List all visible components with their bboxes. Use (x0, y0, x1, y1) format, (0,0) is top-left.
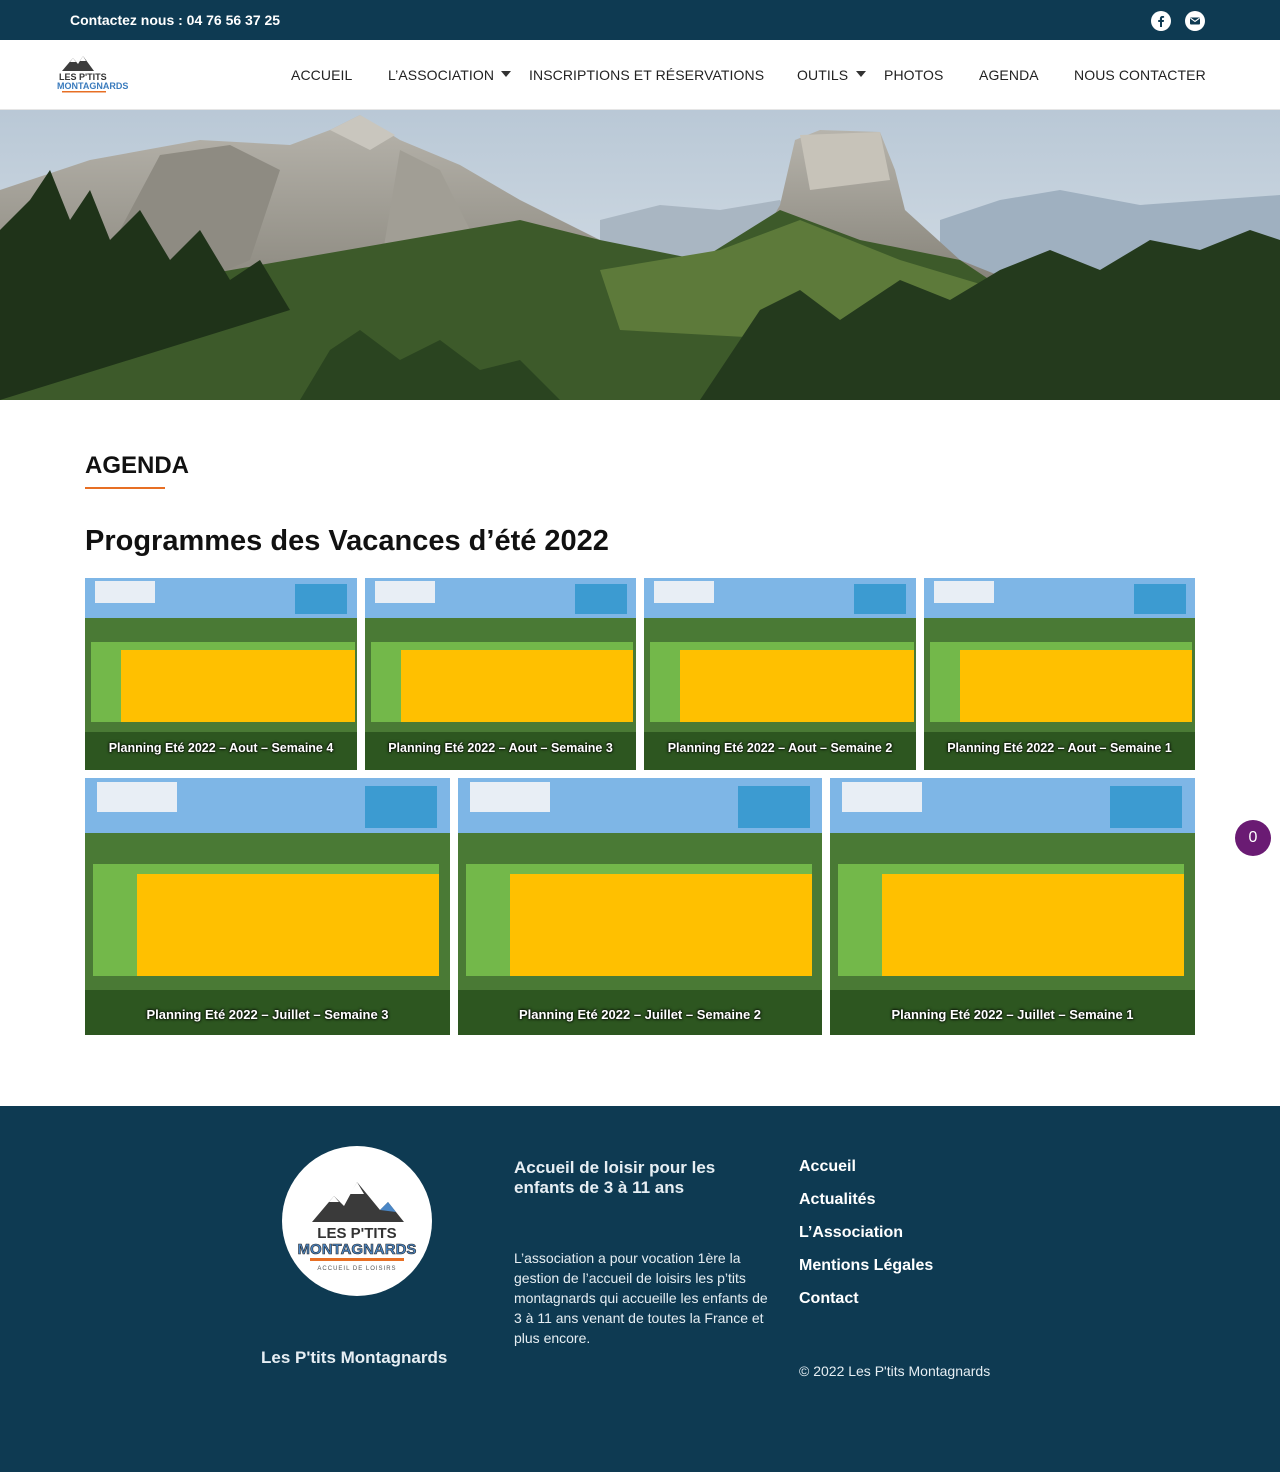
nav-accueil[interactable]: ACCUEIL (291, 67, 353, 83)
footer-tagline: Accueil de loisir pour les enfants de 3 à 11 ans (514, 1158, 716, 1197)
gallery-caption: Planning Eté 2022 – Juillet – Semaine 1 (891, 1007, 1134, 1022)
nav-agenda[interactable]: AGENDA (979, 67, 1039, 83)
footer-link-association[interactable]: L’Association (799, 1224, 904, 1241)
footer-link-mentions[interactable]: Mentions Légales (799, 1257, 934, 1274)
page-heading: Programmes des Vacances d’été 2022 (85, 525, 609, 557)
gallery-caption: Planning Eté 2022 – Aout – Semaine 3 (388, 741, 613, 755)
nav-outils[interactable]: OUTILS (797, 67, 849, 83)
contact-phone[interactable]: Contactez nous : 04 76 56 37 25 (70, 12, 281, 28)
svg-text:LES P'TITS: LES P'TITS (59, 72, 107, 82)
nav-association[interactable]: L’ASSOCIATION (388, 67, 495, 83)
gallery-caption: Planning Eté 2022 – Aout – Semaine 2 (667, 741, 893, 755)
gallery-item[interactable] (85, 778, 450, 1035)
main-header (0, 40, 1280, 110)
top-bar (0, 0, 1280, 40)
gallery-item[interactable] (85, 578, 357, 770)
svg-text:LES P'TITS: LES P'TITS (317, 1225, 397, 1242)
gallery-item[interactable] (458, 778, 822, 1035)
hero-mountain-image (0, 110, 1280, 400)
svg-text:MONTAGNARDS: MONTAGNARDS (297, 1241, 417, 1258)
floating-counter-button[interactable]: 0 (1235, 820, 1271, 856)
gallery-caption: Planning Eté 2022 – Aout – Semaine 4 (108, 741, 334, 755)
footer-link-actualites[interactable]: Actualités (799, 1191, 876, 1208)
gallery-item[interactable] (365, 578, 636, 770)
footer-description: L’association a pour vocation 1ère la gestion de l’accueil de loisirs les p’tits montagnards qui accueille les enfants de 3 à 11 ans venant de toutes la France et plus encore. (514, 1250, 768, 1346)
gallery-item[interactable] (830, 778, 1195, 1035)
gallery-item[interactable] (924, 578, 1195, 770)
footer-links (799, 1158, 933, 1323)
svg-text:MONTAGNARDS: MONTAGNARDS (57, 81, 129, 91)
site-footer (0, 1106, 1280, 1472)
svg-text:ACCUEIL DE LOISIRS: ACCUEIL DE LOISIRS (317, 1266, 397, 1272)
nav-inscriptions[interactable]: INSCRIPTIONS ET RÉSERVATIONS (529, 67, 765, 83)
footer-copyright: © 2022 Les P'tits Montagnards (799, 1363, 991, 1379)
footer-link-accueil[interactable]: Accueil (799, 1158, 856, 1175)
site-logo[interactable] (56, 54, 129, 94)
chevron-down-icon[interactable] (501, 71, 511, 77)
footer-link-contact[interactable]: Contact (799, 1290, 859, 1307)
nav-contact[interactable]: NOUS CONTACTER (1074, 67, 1206, 83)
gallery-caption: Planning Eté 2022 – Juillet – Semaine 3 (146, 1007, 389, 1022)
section-title: AGENDA (85, 452, 190, 479)
title-underline (85, 487, 165, 489)
mail-icon[interactable] (1185, 11, 1205, 31)
gallery-caption: Planning Eté 2022 – Aout – Semaine 1 (947, 741, 1172, 755)
chevron-down-icon[interactable] (856, 71, 866, 77)
gallery-item[interactable] (644, 578, 916, 770)
facebook-icon[interactable] (1151, 11, 1171, 31)
footer-logo[interactable] (282, 1146, 432, 1296)
gallery-caption: Planning Eté 2022 – Juillet – Semaine 2 (518, 1007, 762, 1022)
nav-photos[interactable]: PHOTOS (884, 67, 944, 83)
footer-brand-name: Les P'tits Montagnards (261, 1348, 448, 1367)
